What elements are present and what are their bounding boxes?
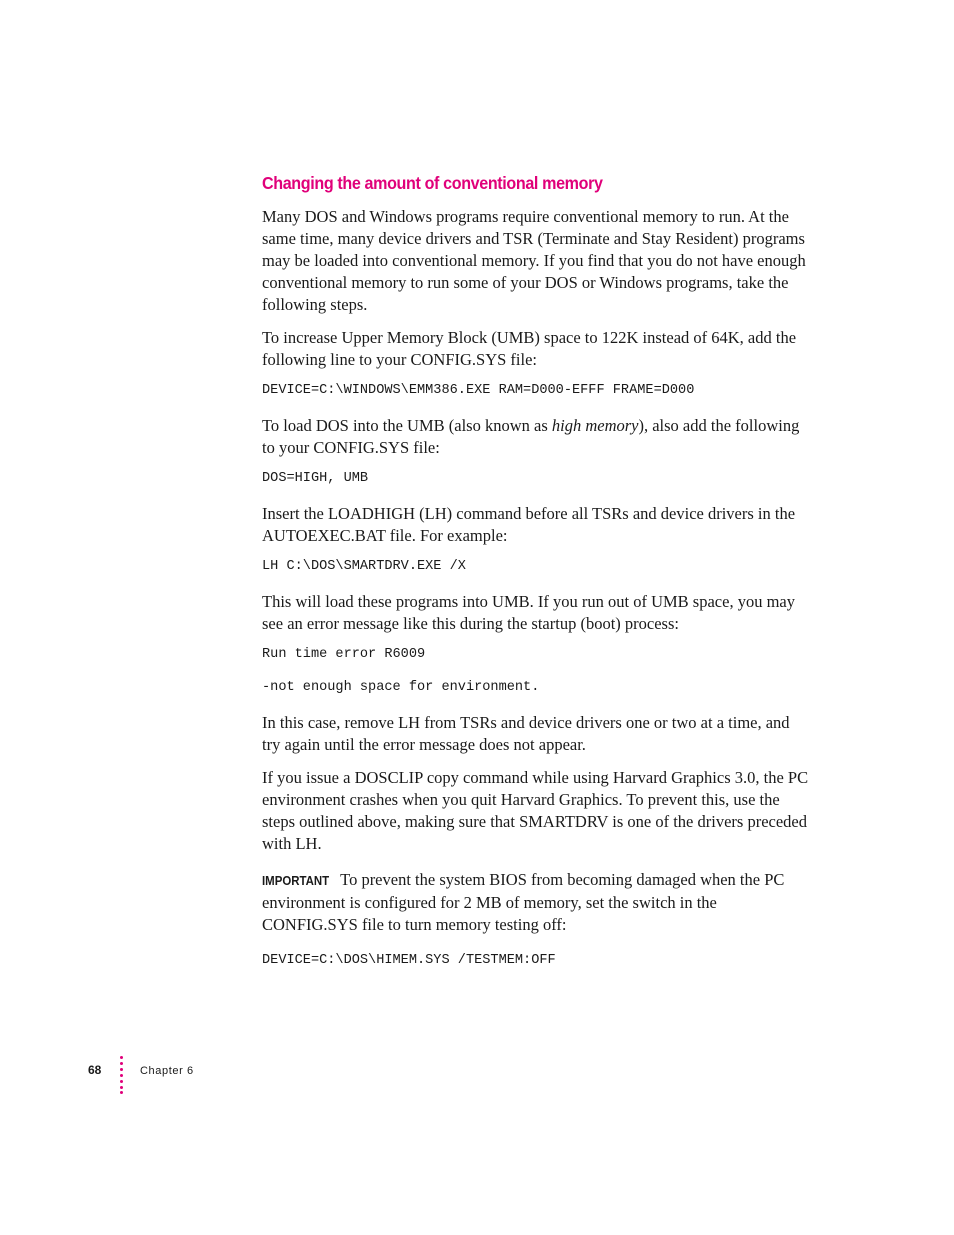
code-loadhigh-example: LH C:\DOS\SMARTDRV.EXE /X xyxy=(262,559,466,574)
page-content xyxy=(262,173,810,985)
umb-error-paragraph: This will load these programs into UMB. If you run out of UMB space, you may see an error message like this during the startup (boot) process: xyxy=(262,592,795,633)
high-memory-text-before: To load DOS into the UMB (also known as xyxy=(262,416,552,435)
code-emm386-line: DEVICE=C:\WINDOWS\EMM386.EXE RAM=D000-EFFF FRAME=D000 xyxy=(262,383,695,398)
page-number: 68 xyxy=(88,1063,102,1077)
code-error-line-2: -not enough space for environment. xyxy=(262,680,540,695)
dosclip-paragraph: If you issue a DOSCLIP copy command while using Harvard Graphics 3.0, the PC environment crashes when you quit Harvard Graphics. To prevent this, use the steps outlined above, making sure that SMARTDRV is one of the drivers preceded with LH. xyxy=(262,768,809,853)
loadhigh-paragraph: Insert the LOADHIGH (LH) command before all TSRs and device drivers in the AUTOEXEC.BAT file. For example: xyxy=(262,504,796,545)
important-label: IMPORTANT xyxy=(262,873,330,888)
code-himem-line: DEVICE=C:\DOS\HIMEM.SYS /TESTMEM:OFF xyxy=(262,953,556,968)
high-memory-text-after: ), also add the following to your CONFIG.SYS file: xyxy=(262,416,800,457)
high-memory-paragraph xyxy=(262,415,810,459)
dotted-divider-icon xyxy=(120,1056,124,1094)
code-error-line-1: Run time error R6009 xyxy=(262,647,426,662)
remove-lh-paragraph: In this case, remove LH from TSRs and device drivers one or two at a time, and try again until the error message does not appear. xyxy=(262,713,790,754)
section-heading: Changing the amount of conventional memory xyxy=(262,173,603,193)
intro-paragraph: Many DOS and Windows programs require conventional memory to run. At the same time, many device drivers and TSR (Terminate and Stay Resident) programs may be loaded into conventional memory. If you find that you do not have enough conventional memory to run some of your DOS or Windows programs, take the following steps. xyxy=(262,207,806,314)
umb-instruction-paragraph: To increase Upper Memory Block (UMB) space to 122K instead of 64K, add the following line to your CONFIG.SYS file: xyxy=(262,328,797,369)
high-memory-term: high memory xyxy=(551,416,639,435)
important-note xyxy=(262,869,810,936)
code-dos-high-line: DOS=HIGH, UMB xyxy=(262,471,369,486)
important-text: To prevent the system BIOS from becoming damaged when the PC environment is configured for 2 MB of memory, set the switch in the CONFIG.SYS file to turn memory testing off: xyxy=(262,870,785,934)
chapter-label: Chapter 6 xyxy=(140,1065,194,1077)
